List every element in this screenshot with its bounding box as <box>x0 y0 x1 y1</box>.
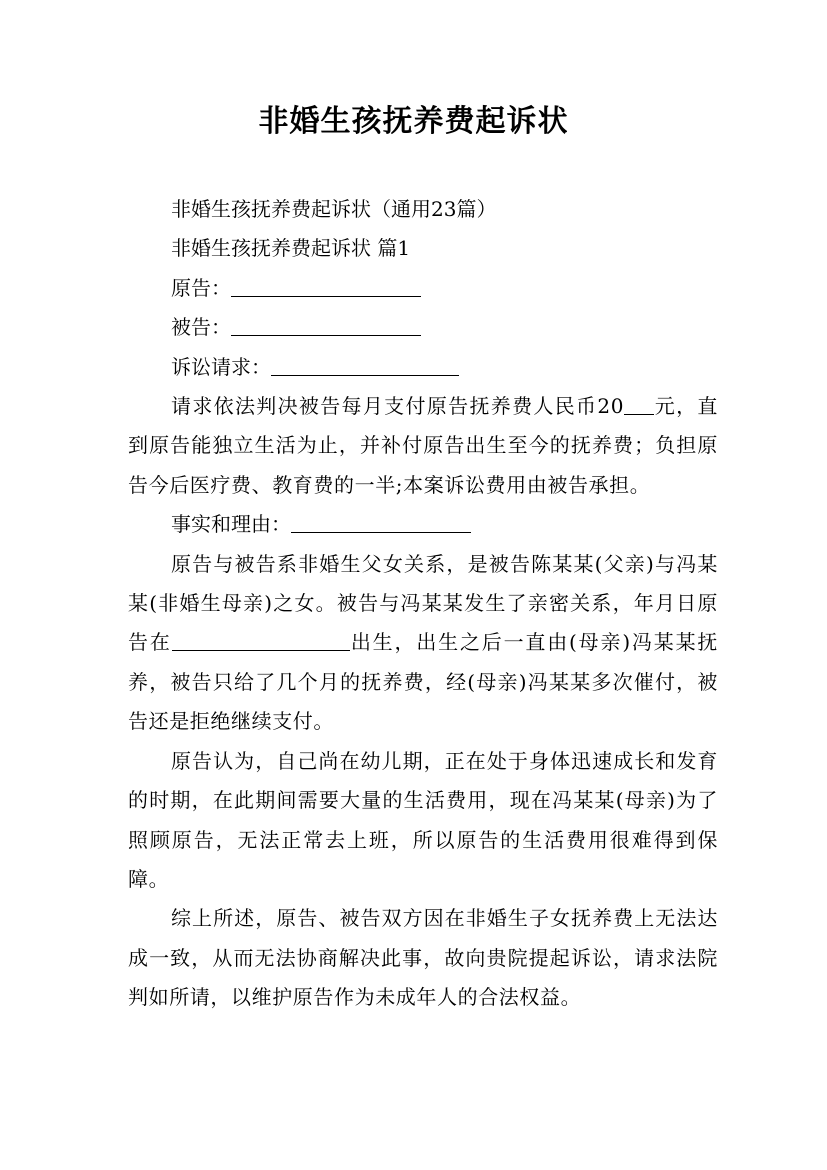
facts-field <box>128 505 718 544</box>
amount-blank <box>624 396 654 415</box>
defendant-blank <box>231 317 421 336</box>
facts-label: 事实和理由： <box>171 512 291 537</box>
defendant-label: 被告： <box>171 315 231 340</box>
plaintiff-blank <box>231 278 421 297</box>
claims-paragraph <box>128 387 718 505</box>
plaintiff-field <box>128 269 718 308</box>
conclusion-paragraph: 综上所述，原告、被告双方因在非婚生子女抚养费上无法达成一致，从而无法协商解决此事，故向贵院提起诉讼，请求法院判如所请，以维护原告作为未成年人的合法权益。 <box>128 906 718 1010</box>
facts-blank <box>291 514 471 533</box>
birthplace-blank <box>172 632 350 651</box>
document-title: 非婚生孩抚养费起诉状 <box>258 104 569 139</box>
facts-text-start: 原告与被告系非婚生父女关系，是被告陈某某(父亲)与冯某某(非婚生母亲)之女。被告与冯某某发生了亲密关系，年月日原告在 <box>128 551 718 655</box>
claims-text-start: 请求依法判决被告每月支付原告抚养费人民币20 <box>171 394 625 419</box>
claims-label: 诉讼请求： <box>171 354 271 379</box>
claims-blank <box>271 357 459 376</box>
document-body <box>128 190 718 1018</box>
claims-text-end: 元，直到原告能独立生活为止，并补付原告出生至今的抚养费；负担原告今后医疗费、教育费的一半;本案诉讼费用由被告承担。 <box>128 394 718 497</box>
facts-paragraph <box>128 545 718 742</box>
reason-paragraph: 原告认为，自己尚在幼儿期，正在处于身体迅速成长和发育的时期，在此期间需要大量的生活费用，现在冯某某(母亲)为了照顾原告，无法正常去上班，所以原告的生活费用很难得到保障。 <box>128 748 718 891</box>
facts-text-end: 出生，出生之后一直由(母亲)冯某某抚养，被告只给了几个月的抚养费，经(母亲)冯某某多次催付，被告还是拒绝继续支付。 <box>128 630 718 734</box>
document-subtitle: 非婚生孩抚养费起诉状（通用23篇） <box>171 197 497 221</box>
plaintiff-label: 原告： <box>171 275 231 300</box>
defendant-field <box>128 308 718 347</box>
section-heading: 非婚生孩抚养费起诉状 篇1 <box>171 236 411 261</box>
claims-field <box>128 348 718 387</box>
